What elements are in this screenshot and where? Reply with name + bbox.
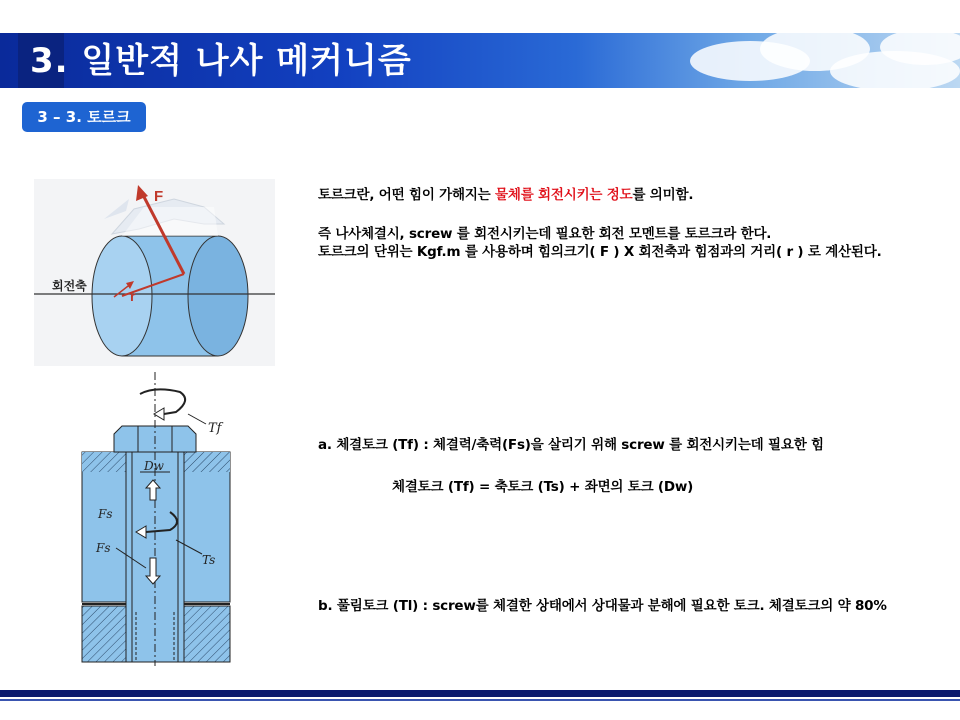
explanation-line-1: 즉 나사체결시, screw 를 회전시키는데 필요한 회전 모멘트를 토르크라 한다. bbox=[318, 226, 772, 242]
fs-label-lower: Fs bbox=[96, 541, 111, 555]
definition-text-pre: 토르크란, 어떤 힘이 가해지는 bbox=[318, 187, 496, 203]
title-bar bbox=[0, 33, 960, 88]
fs-label-upper: Fs bbox=[98, 507, 113, 521]
radius-label: r bbox=[130, 288, 136, 304]
page-title: 3. 일반적 나사 메커니즘 bbox=[30, 41, 412, 81]
section-label: 3 – 3. 토르크 bbox=[22, 102, 146, 132]
loosening-torque-line: b. 풀림토크 (Tl) : screw를 체결한 상태에서 상대물과 분해에 필요한 토크. 체결토크의 약 80% bbox=[318, 598, 887, 614]
dw-label: Dw bbox=[144, 459, 164, 473]
definition-text-post: 를 의미함. bbox=[632, 187, 694, 203]
footer-line bbox=[0, 699, 960, 701]
definition-highlight: 물체를 회전시키는 정도 bbox=[495, 187, 633, 203]
definition-line bbox=[318, 183, 693, 203]
axis-label: 회전축 bbox=[52, 279, 87, 293]
torque-formula: 체결토크 (Tf) = 축토크 (Ts) + 좌면의 토크 (Dw) bbox=[392, 479, 694, 495]
tightening-torque-line: a. 체결토크 (Tf) : 체결력/축력(Fs)을 살리기 위해 screw 를 회전시키는데 필요한 힘 bbox=[318, 437, 824, 453]
force-label: F bbox=[154, 188, 164, 205]
footer-bar bbox=[0, 690, 960, 697]
ts-label: Ts bbox=[202, 553, 216, 567]
tf-label: Tf bbox=[208, 421, 222, 436]
explanation-line-2: 토르크의 단위는 Kgf.m 를 사용하며 힘의크기( F ) X 회전축과 힘점과의 거리( r ) 로 계산된다. bbox=[318, 244, 882, 260]
bolt-section-figure bbox=[80, 372, 232, 666]
torque-cylinder-figure bbox=[34, 179, 275, 366]
